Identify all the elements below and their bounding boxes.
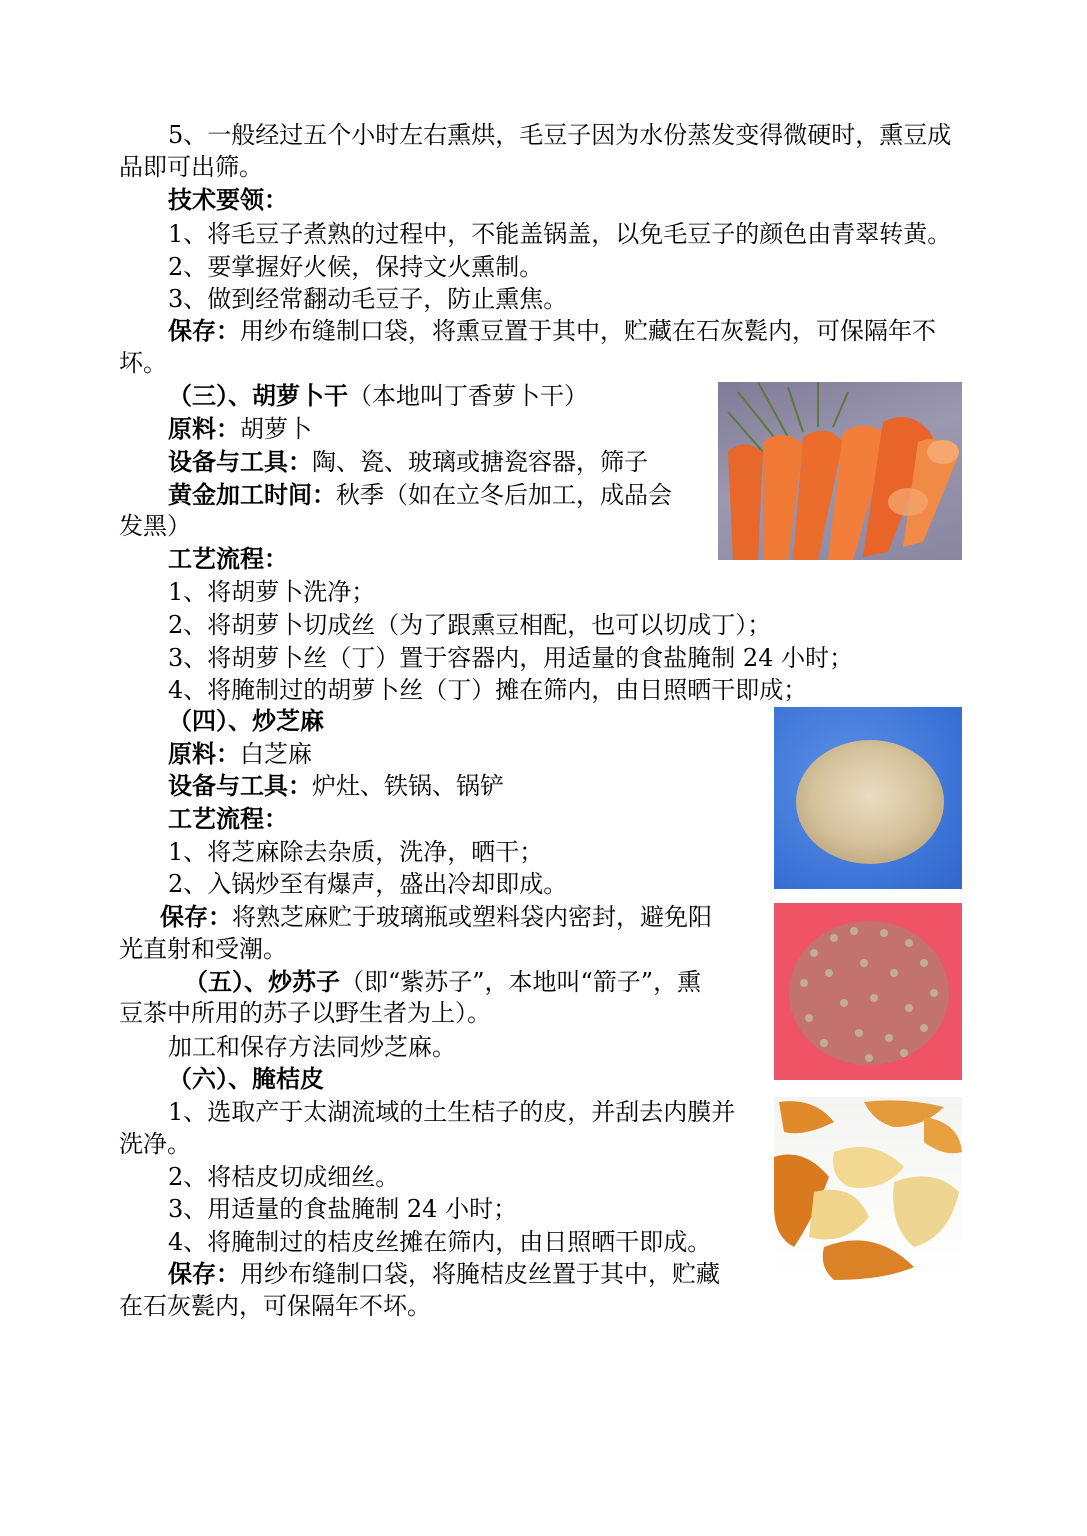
peel-heading: （六）、腌桔皮 (168, 1065, 324, 1093)
peel-step-2: 2、将桔皮切成细丝。 (168, 1163, 400, 1191)
peel-storage-label: 保存： (168, 1260, 240, 1288)
carrot-tools-line (168, 446, 648, 478)
sesame-tools-label: 设备与工具： (168, 772, 312, 800)
tech-label: 技术要领： (168, 186, 288, 214)
carrot-heading-note: （本地叫丁香萝卜干） (348, 382, 588, 410)
perilla-photo (774, 903, 962, 1080)
peel-step-4: 4、将腌制过的桔皮丝摊在筛内，由日照晒干即成。 (168, 1228, 712, 1256)
peel-step-3: 3、用适量的食盐腌制 24 小时； (168, 1195, 518, 1223)
peel-storage-line2: 在石灰甏内，可保隔年不坏。 (119, 1292, 431, 1320)
sesame-illustration (774, 707, 962, 889)
sesame-photo (774, 707, 962, 889)
peel-photo (774, 1097, 962, 1280)
perilla-method: 加工和保存方法同炒芝麻。 (168, 1033, 456, 1061)
sesame-process-label: 工艺流程： (168, 805, 288, 833)
carrot-time-label: 黄金加工时间： (168, 481, 336, 509)
carrot-material-label: 原料： (168, 415, 240, 443)
peel-storage1: 用纱布缝制口袋，将腌桔皮丝置于其中，贮藏 (240, 1260, 720, 1288)
sesame-storage1: 将熟芝麻贮于玻璃瓶或塑料袋内密封，避免阳 (232, 903, 712, 931)
sesame-tools-line (168, 770, 504, 802)
peel-step-1a: 1、选取产于太湖流域的土生桔子的皮，并刮去内膜并 (168, 1098, 736, 1126)
sesame-storage-line1 (160, 901, 712, 933)
perilla-illustration (774, 903, 962, 1080)
sesame-heading: （四）、炒芝麻 (168, 707, 324, 735)
sesame-storage-label: 保存： (160, 903, 232, 931)
carrot-heading: （三）、胡萝卜干 (168, 382, 348, 410)
storage1-line1 (168, 315, 936, 347)
tech-item-2: 2、要掌握好火候，保持文火熏制。 (168, 253, 544, 281)
carrot-material-line (168, 413, 312, 445)
peel-illustration (774, 1097, 962, 1280)
step5-line2: 品即可出筛。 (119, 153, 263, 181)
carrot-tools-label: 设备与工具： (168, 448, 312, 476)
carrot-step-4: 4、将腌制过的胡萝卜丝（丁）摊在筛内，由日照晒干即成； (168, 676, 808, 704)
carrot-time2: 发黑） (119, 512, 191, 540)
sesame-tools: 炉灶、铁锅、锅铲 (312, 772, 504, 800)
sesame-material-label: 原料： (168, 740, 240, 768)
sesame-step-2: 2、入锅炒至有爆声，盛出冷却即成。 (168, 870, 568, 898)
perilla-heading: （五）、炒苏子 (184, 968, 340, 996)
perilla-note1: （即“紫苏子”，本地叫“箭子”，熏 (340, 968, 702, 996)
perilla-note2: 豆茶中所用的苏子以野生者为上）。 (119, 999, 491, 1027)
storage1-label: 保存： (168, 317, 240, 345)
sesame-step-1: 1、将芝麻除去杂质，洗净，晒干； (168, 838, 544, 866)
carrot-time-line (168, 479, 672, 511)
carrot-step-2: 2、将胡萝卜切成丝（为了跟熏豆相配，也可以切成丁）； (168, 611, 772, 639)
storage1-text1: 用纱布缝制口袋，将熏豆置于其中，贮藏在石灰甏内，可保隔年不 (240, 317, 936, 345)
carrot-step-3: 3、将胡萝卜丝（丁）置于容器内，用适量的食盐腌制 24 小时； (168, 644, 854, 672)
carrot-material: 胡萝卜 (240, 415, 312, 443)
carrot-process-label: 工艺流程： (168, 545, 288, 573)
carrot-photo (718, 382, 962, 560)
tech-item-3: 3、做到经常翻动毛豆子，防止熏焦。 (168, 285, 568, 313)
storage1-line2: 坏。 (119, 349, 167, 377)
sesame-storage-line2: 光直射和受潮。 (119, 935, 287, 963)
step5-line1: 5、一般经过五个小时左右熏烘，毛豆子因为水份蒸发变得微硬时，熏豆成 (168, 121, 952, 149)
carrot-heading-line (168, 380, 588, 412)
peel-step-1b: 洗净。 (119, 1130, 191, 1158)
carrot-tools: 陶、瓷、玻璃或搪瓷容器，筛子 (312, 448, 648, 476)
carrot-step-1: 1、将胡萝卜洗净； (168, 578, 376, 606)
sesame-material-line (168, 738, 312, 770)
peel-storage-line1 (168, 1258, 720, 1290)
carrot-illustration (718, 382, 962, 560)
carrot-time1: 秋季（如在立冬后加工，成品会 (336, 481, 672, 509)
sesame-material: 白芝麻 (240, 740, 312, 768)
perilla-heading-line (184, 966, 701, 998)
tech-item-1: 1、将毛豆子煮熟的过程中，不能盖锅盖，以免毛豆子的颜色由青翠转黄。 (168, 220, 952, 248)
